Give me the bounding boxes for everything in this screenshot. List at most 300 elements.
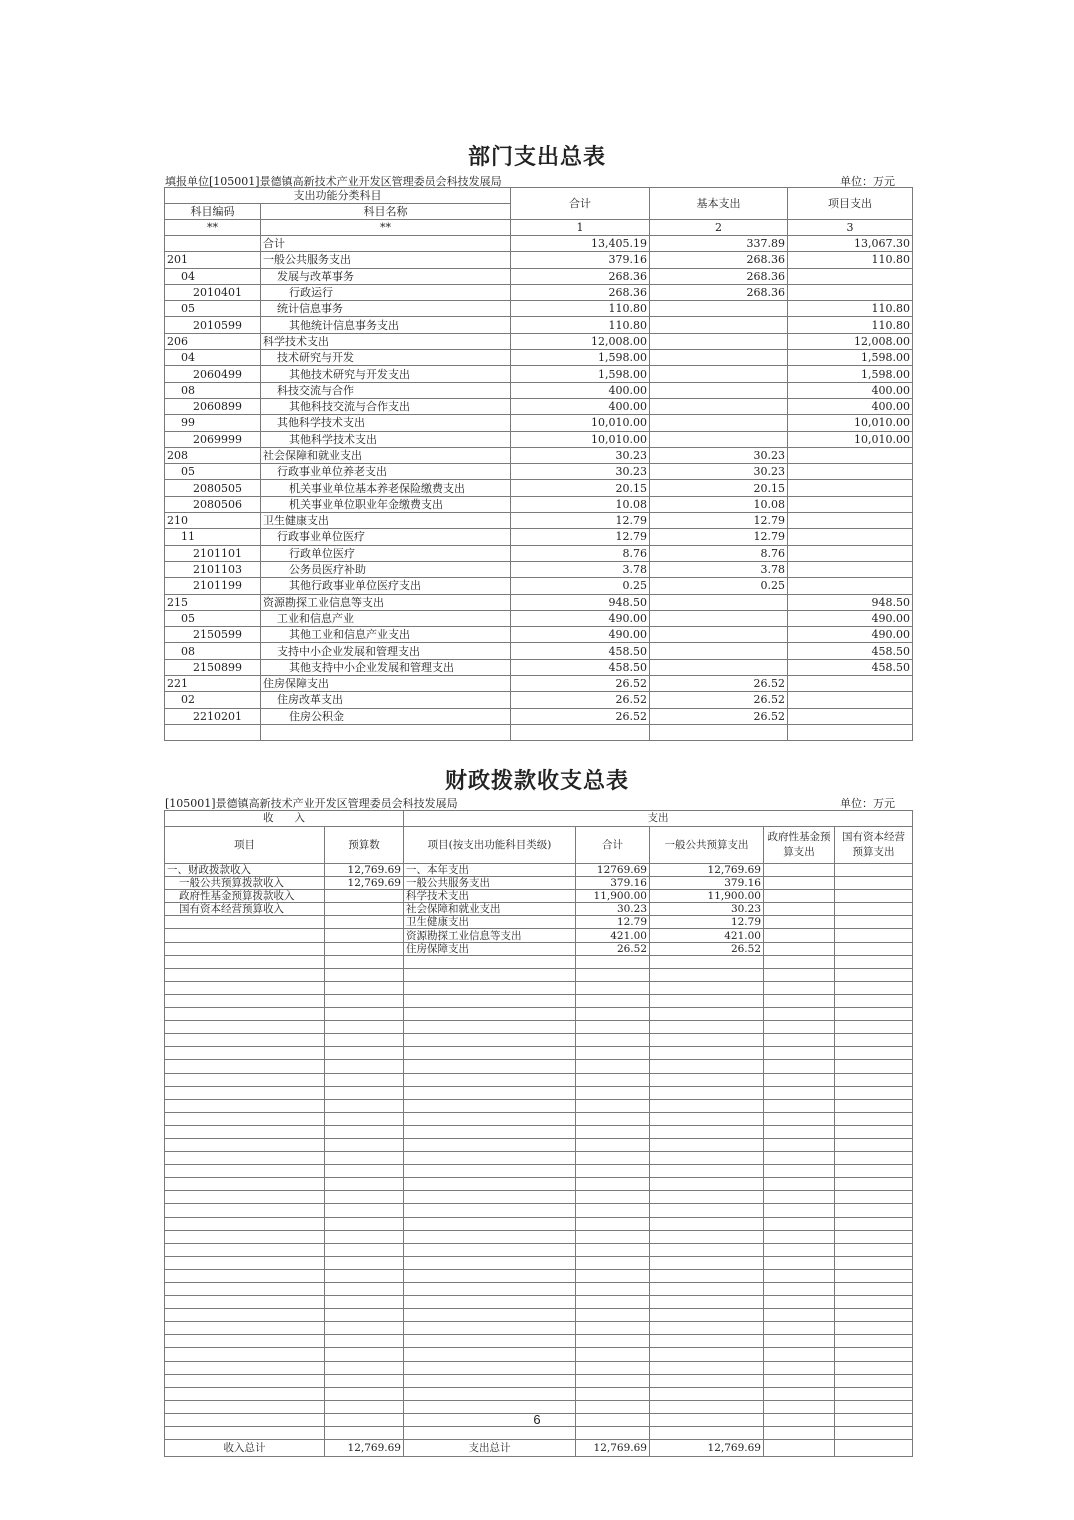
row-project: 490.00 [788,610,913,626]
row-project [788,496,913,512]
blank-cell [576,1073,650,1086]
row-budget [325,929,404,942]
row-code: 2060499 [165,366,261,382]
blank-cell [576,1217,650,1230]
table-row [165,350,913,366]
row-basic: 8.76 [650,545,788,561]
blank-cell [650,1125,764,1138]
blank-cell [650,968,764,981]
row-name: 住房公积金 [261,708,511,724]
blank-cell [576,981,650,994]
row-name: 行政单位医疗 [261,545,511,561]
header-project: 项目支出 [788,188,913,220]
row-total: 10,010.00 [511,431,650,447]
row-code: 2101199 [165,578,261,594]
blank-cell [650,1021,764,1034]
row-basic: 0.25 [650,578,788,594]
row-total: 458.50 [511,659,650,675]
blank-cell [165,994,325,1007]
table-row-blank [165,1099,913,1112]
header-budget: 预算数 [325,827,404,864]
row-gov-fund [764,929,835,942]
row-name: 支持中小企业发展和管理支出 [261,643,511,659]
blank-cell [764,1217,835,1230]
blank-cell [165,1060,325,1073]
table-row [165,284,913,300]
blank-cell [650,1034,764,1047]
table-row [165,864,913,877]
table-row-blank [165,1138,913,1151]
row-total: 30.23 [511,464,650,480]
table-row [165,317,913,333]
row-code: 206 [165,333,261,349]
blank-cell [404,1125,576,1138]
row-basic [650,350,788,366]
blank-cell [576,1125,650,1138]
blank-cell [165,1309,325,1322]
blank-cell [325,1269,404,1282]
row-code: 2150899 [165,659,261,675]
row-basic: 268.36 [650,284,788,300]
blank-cell [650,1112,764,1125]
row-general: 12.79 [650,916,764,929]
row-name: 发展与改革事务 [261,268,511,284]
fiscal-table-title: 财政拨款收支总表 [444,768,629,794]
blank-cell [325,1230,404,1243]
row-gov-fund [764,890,835,903]
row-name: 公务员医疗补助 [261,561,511,577]
blank-cell [835,1269,913,1282]
table-row [165,708,913,724]
blank-cell [165,1296,325,1309]
row-name: 科技交流与合作 [261,382,511,398]
row-expense-item: 社会保障和就业支出 [404,903,576,916]
blank-cell [764,1060,835,1073]
table-row-blank [165,1178,913,1191]
row-basic: 3.78 [650,561,788,577]
row-project [788,708,913,724]
blank-cell [165,1152,325,1165]
blank-cell [576,1178,650,1191]
table-row-blank [165,994,913,1007]
blank-cell [404,1335,576,1348]
row-total: 30.23 [511,447,650,463]
row-state-capital [835,877,913,890]
blank-cell [576,1099,650,1112]
row-basic: 30.23 [650,447,788,463]
blank-cell [835,1256,913,1269]
blank-cell [650,1008,764,1021]
row-total: 400.00 [511,398,650,414]
blank-cell [576,1243,650,1256]
blank-cell [165,1243,325,1256]
blank-cell [764,1309,835,1322]
blank-cell [650,1361,764,1374]
table-row [165,643,913,659]
row-basic [650,382,788,398]
blank-cell [325,1322,404,1335]
table-row-blank [165,1283,913,1296]
row-total: 1,598.00 [511,350,650,366]
table-row-blank [165,1309,913,1322]
blank-cell [650,1047,764,1060]
header-general-budget: 一般公共预算支出 [650,827,764,864]
blank-cell [650,1086,764,1099]
row-basic [650,317,788,333]
table-row [165,610,913,626]
table-row [165,496,913,512]
row-total: 948.50 [511,594,650,610]
row-code: 08 [165,382,261,398]
blank-cell [325,1021,404,1034]
blank-cell [835,1335,913,1348]
blank-cell [325,981,404,994]
blank-cell [404,1060,576,1073]
blank-cell [576,1165,650,1178]
table-row-blank [165,981,913,994]
blank-cell [165,1217,325,1230]
blank-cell [165,1269,325,1282]
table-row [165,252,913,268]
blank-cell [325,1243,404,1256]
blank-cell [165,1165,325,1178]
table-row [165,545,913,561]
row-name: 其他科技交流与合作支出 [261,398,511,414]
blank-cell [835,1112,913,1125]
header-state-capital: 国有资本经营预算支出 [835,827,913,864]
blank-cell [404,1021,576,1034]
blank-cell [325,1204,404,1217]
row-name: 社会保障和就业支出 [261,447,511,463]
row-expense-item: 住房保障支出 [404,942,576,955]
row-project: 948.50 [788,594,913,610]
blank-cell [764,1361,835,1374]
row-total: 1,598.00 [511,366,650,382]
table-row-blank [165,1152,913,1165]
row-code: 2101103 [165,561,261,577]
row-project [788,545,913,561]
row-code: 2069999 [165,431,261,447]
table-row-blank [165,1348,913,1361]
blank-cell [835,1296,913,1309]
blank-cell [404,1008,576,1021]
row-total: 110.80 [511,317,650,333]
table-row [165,594,913,610]
row-project: 110.80 [788,301,913,317]
blank-cell [325,1086,404,1099]
blank-cell [764,1348,835,1361]
row-expense-item: 资源勘探工业信息等支出 [404,929,576,942]
index-1: 1 [511,220,650,236]
blank-cell [404,1374,576,1387]
row-code [165,724,261,740]
blank-cell [404,1387,576,1400]
table-row [165,903,913,916]
blank-cell [764,1387,835,1400]
row-name: 科学技术支出 [261,333,511,349]
blank-cell [764,1374,835,1387]
table-row [165,724,913,740]
index-2: 2 [650,220,788,236]
table-row [165,692,913,708]
table-row-blank [165,1060,913,1073]
row-code: 221 [165,676,261,692]
blank-cell [404,1283,576,1296]
blank-cell [404,1099,576,1112]
row-income-item [165,916,325,929]
row-basic [650,301,788,317]
blank-cell [165,1322,325,1335]
blank-cell [165,1387,325,1400]
blank-cell [325,1152,404,1165]
blank-cell [650,1217,764,1230]
blank-cell [325,1008,404,1021]
table-row-blank [165,1112,913,1125]
table-row-blank [165,1047,913,1060]
row-basic: 30.23 [650,464,788,480]
fiscal-appropriation-table [164,810,913,1457]
row-total: 12.79 [511,513,650,529]
blank-cell [835,1073,913,1086]
blank-cell [835,1243,913,1256]
row-project [788,447,913,463]
row-income-item: 一、财政拨款收入 [165,864,325,877]
table-row [165,398,913,414]
blank-cell [764,1322,835,1335]
blank-cell [325,1309,404,1322]
header-total: 合计 [511,188,650,220]
blank-cell [165,1034,325,1047]
blank-cell [576,1296,650,1309]
blank-cell [764,1073,835,1086]
row-project [788,561,913,577]
row-project [788,692,913,708]
blank-cell [576,1021,650,1034]
blank-cell [835,1387,913,1400]
row-budget [325,890,404,903]
blank-cell [764,981,835,994]
blank-cell [576,1060,650,1073]
row-name: 技术研究与开发 [261,350,511,366]
table-row-blank [165,1073,913,1086]
blank-cell [325,1125,404,1138]
blank-cell [835,1230,913,1243]
row-expense-item: 卫生健康支出 [404,916,576,929]
blank-cell [764,1152,835,1165]
blank-cell [165,1256,325,1269]
blank-cell [835,1178,913,1191]
blank-cell [325,1374,404,1387]
blank-cell [165,981,325,994]
blank-cell [576,1008,650,1021]
table-row-blank [165,955,913,968]
blank-cell [764,1230,835,1243]
blank-cell [325,955,404,968]
blank-cell [764,1178,835,1191]
blank-cell [404,1427,576,1440]
blank-cell [835,1125,913,1138]
blank-cell [576,1427,650,1440]
blank-cell [165,1374,325,1387]
blank-cell [764,1283,835,1296]
blank-cell [650,1256,764,1269]
blank-cell [650,1296,764,1309]
row-budget [325,942,404,955]
row-code: 2080505 [165,480,261,496]
blank-cell [404,1204,576,1217]
table-row-blank [165,1427,913,1440]
blank-cell [325,1099,404,1112]
header-code: 科目编码 [165,204,261,220]
blank-cell [835,1309,913,1322]
table-row [165,366,913,382]
row-name: 资源勘探工业信息等支出 [261,594,511,610]
blank-cell [650,1191,764,1204]
blank-cell [404,1165,576,1178]
blank-cell [576,1374,650,1387]
row-general: 12,769.69 [650,864,764,877]
blank-cell [835,968,913,981]
blank-cell [576,1269,650,1282]
row-name: 卫生健康支出 [261,513,511,529]
blank-cell [764,1191,835,1204]
table-row-blank [165,1021,913,1034]
blank-cell [404,1178,576,1191]
table-row [165,529,913,545]
row-total: 26.52 [511,676,650,692]
blank-cell [650,981,764,994]
blank-cell [764,1335,835,1348]
blank-cell [764,1047,835,1060]
blank-cell [165,1348,325,1361]
blank-cell [404,1191,576,1204]
row-expense-item: 一般公共服务支出 [404,877,576,890]
blank-cell [404,981,576,994]
blank-cell [835,981,913,994]
table-row-blank [165,1361,913,1374]
blank-cell [576,1112,650,1125]
table-row-blank [165,1374,913,1387]
blank-cell [325,1348,404,1361]
row-name: 行政运行 [261,284,511,300]
table-row-blank [165,1230,913,1243]
blank-cell [404,1256,576,1269]
row-project: 400.00 [788,398,913,414]
table-row-blank [165,1086,913,1099]
row-basic: 26.52 [650,708,788,724]
blank-cell [165,968,325,981]
blank-cell [835,1204,913,1217]
blank-cell [650,1165,764,1178]
blank-cell [165,1138,325,1151]
row-name: 其他科学技术支出 [261,415,511,431]
row-project [788,284,913,300]
row-state-capital [835,890,913,903]
blank-cell [325,968,404,981]
blank-cell [404,1073,576,1086]
blank-cell [650,1269,764,1282]
blank-cell [325,1034,404,1047]
dept-table-unit-text: 单位：万元 [840,175,895,188]
row-code: 04 [165,350,261,366]
blank-cell [404,1296,576,1309]
row-basic [650,366,788,382]
row-basic: 20.15 [650,480,788,496]
dept-table-unit-label: 填报单位[105001]景德镇高新技术产业开发区管理委员会科技发展局 [165,175,502,188]
blank-cell [404,1047,576,1060]
blank-cell [650,1374,764,1387]
row-project: 10,010.00 [788,431,913,447]
row-name: 其他工业和信息产业支出 [261,627,511,643]
blank-cell [835,1008,913,1021]
row-name: 统计信息事务 [261,301,511,317]
row-code: 215 [165,594,261,610]
blank-cell [325,1191,404,1204]
row-code: 208 [165,447,261,463]
row-project [788,268,913,284]
blank-cell [404,1086,576,1099]
page-number: 6 [533,1412,541,1427]
table-row [165,333,913,349]
blank-cell [650,1335,764,1348]
row-general: 11,900.00 [650,890,764,903]
row-income-item [165,942,325,955]
row-income-item: 一般公共预算拨款收入 [165,877,325,890]
blank-cell [404,1217,576,1230]
row-total: 490.00 [511,610,650,626]
blank-cell [576,1191,650,1204]
row-basic [650,398,788,414]
table-row [165,236,913,252]
row-name: 其他支持中小企业发展和管理支出 [261,659,511,675]
blank-cell [764,1008,835,1021]
row-basic: 268.36 [650,252,788,268]
row-code: 08 [165,643,261,659]
blank-cell [165,1204,325,1217]
table-row [165,877,913,890]
blank-cell [325,1217,404,1230]
blank-cell [650,1152,764,1165]
fiscal-table-unit-text: 单位：万元 [840,797,895,810]
blank-cell [325,1296,404,1309]
table-row-blank [165,1296,913,1309]
table-row [165,929,913,942]
row-total: 110.80 [511,301,650,317]
row-total: 8.76 [511,545,650,561]
table-row-blank [165,1243,913,1256]
row-name: 行政事业单位医疗 [261,529,511,545]
row-code: 2060899 [165,398,261,414]
table-row-blank [165,1034,913,1047]
blank-cell [325,1047,404,1060]
blank-cell [165,1178,325,1191]
blank-cell [325,1361,404,1374]
row-total: 10.08 [511,496,650,512]
row-total: 20.15 [511,480,650,496]
row-project [788,676,913,692]
row-expense-item: 科学技术支出 [404,890,576,903]
table-row-blank [165,1322,913,1335]
table-row [165,890,913,903]
row-name: 行政事业单位养老支出 [261,464,511,480]
blank-cell [650,1427,764,1440]
blank-cell [404,1152,576,1165]
blank-cell [650,1204,764,1217]
blank-cell [576,994,650,1007]
blank-cell [576,1138,650,1151]
index-3: 3 [788,220,913,236]
table-row [165,480,913,496]
